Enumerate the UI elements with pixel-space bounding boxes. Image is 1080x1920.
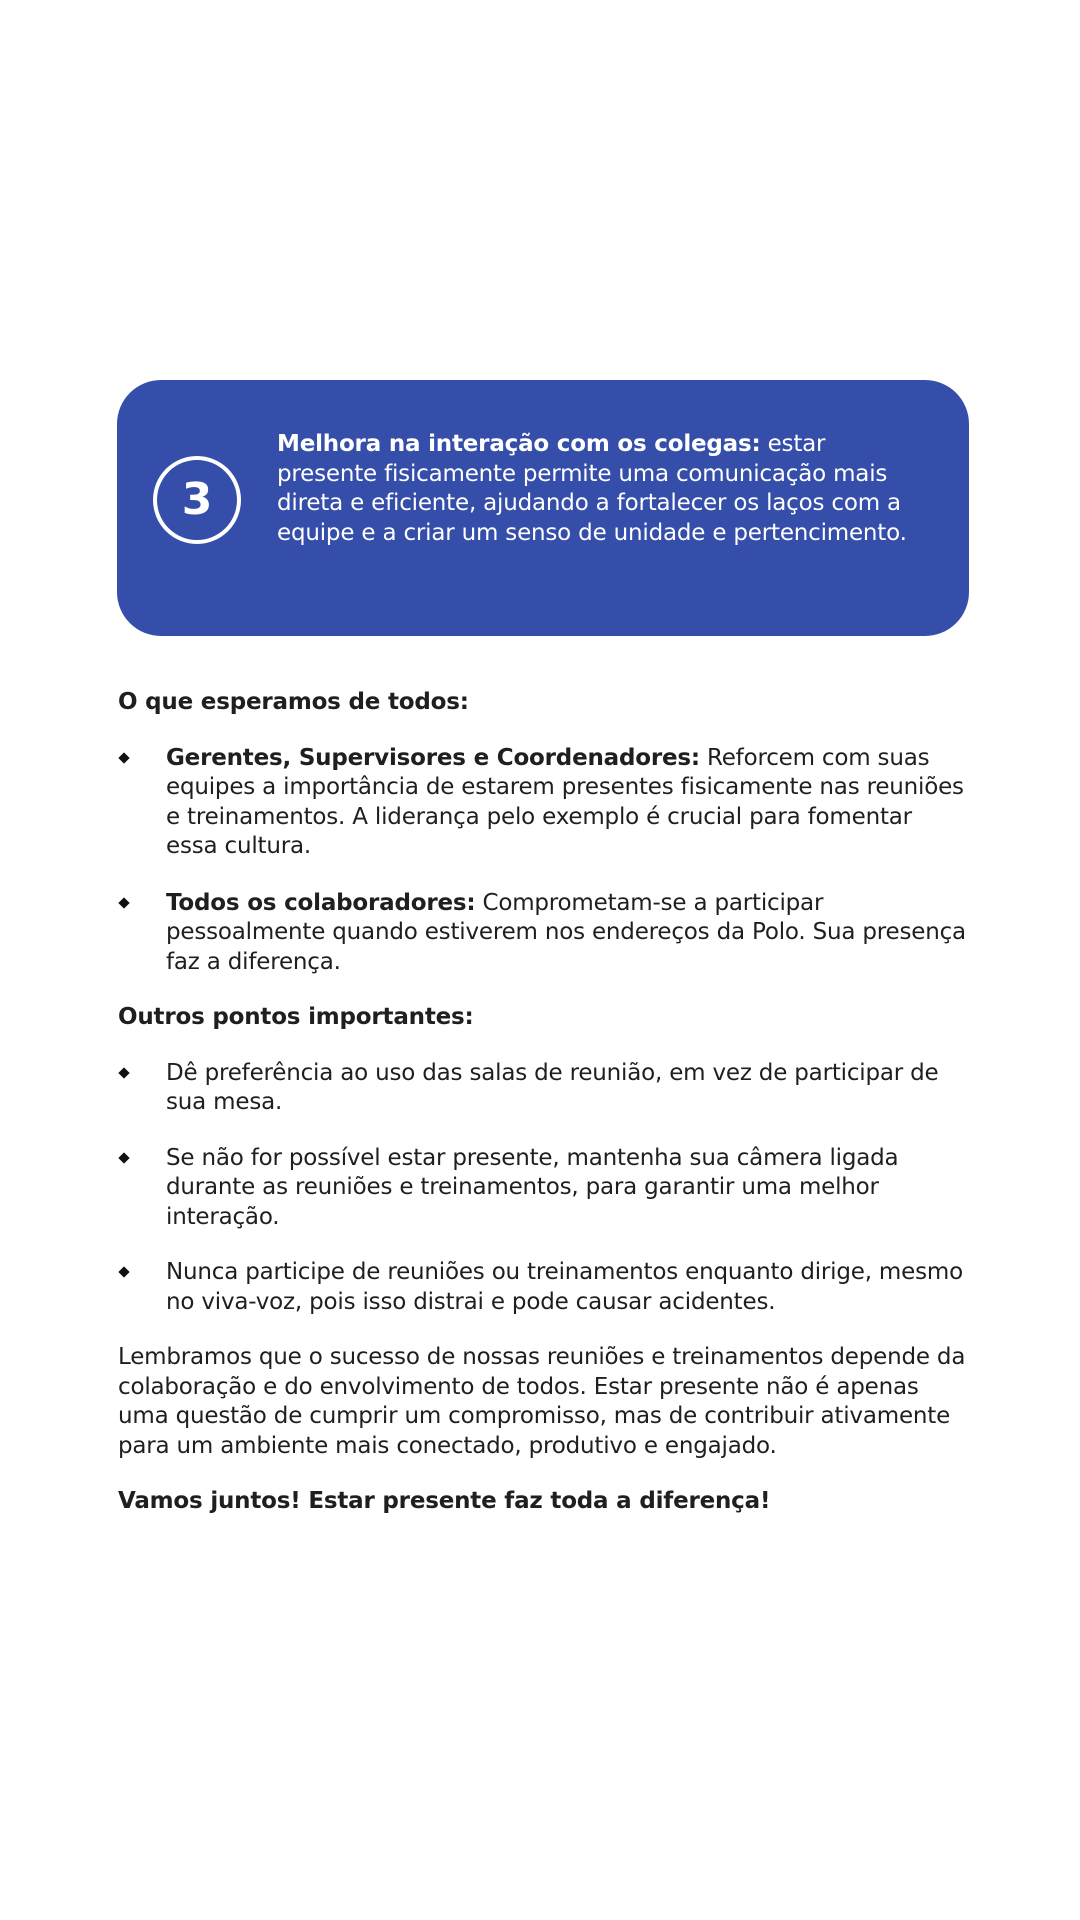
- list-item-text: Reforcem com suas equipes a importância de estarem presentes fisicamente nas reuniões e treinamentos. A liderança pelo exemplo é crucial para fomentar essa cultura.: [166, 744, 964, 859]
- other-points-list: [118, 1059, 970, 1318]
- other-points-heading: Outros pontos importantes:: [118, 1004, 474, 1030]
- bullet-diamond-icon: [118, 897, 129, 908]
- closing-statement: Vamos juntos! Estar presente faz toda a diferença!: [118, 1488, 771, 1514]
- step-number: 3: [181, 474, 213, 525]
- highlight-card-title: Melhora na interação com os colegas:: [277, 431, 761, 457]
- list-item: [118, 744, 970, 862]
- list-item-text: Comprometam-se a participar pessoalmente quando estiverem nos endereços da Polo. Sua presença faz a diferença.: [166, 889, 966, 975]
- expectations-heading: O que esperamos de todos:: [118, 689, 469, 715]
- list-item-title: Todos os colaboradores:: [166, 889, 476, 916]
- bullet-diamond-icon: [118, 1266, 129, 1277]
- list-item-text: Dê preferência ao uso das salas de reunião, em vez de participar de sua mesa.: [166, 1059, 939, 1115]
- list-item-text: Nunca participe de reuniões ou treinamentos enquanto dirige, mesmo no viva-voz, pois isso distrai e pode causar acidentes.: [166, 1259, 963, 1315]
- list-item-text: Se não for possível estar presente, mantenha sua câmera ligada durante as reuniões e treinamentos, para garantir uma melhor interação.: [166, 1144, 899, 1230]
- bullet-diamond-icon: [118, 1152, 129, 1163]
- highlight-card-body: estar presente fisicamente permite uma comunicação mais direta e eficiente, ajudando a fortalecer os laços com a equipe e a criar um senso de unidade e pertencimento.: [277, 431, 907, 546]
- list-item: [118, 889, 970, 978]
- step-number-badge: [153, 456, 241, 544]
- list-item: [118, 1144, 970, 1233]
- main-content: [118, 688, 970, 1517]
- expectations-list: [118, 744, 970, 978]
- bullet-diamond-icon: [118, 752, 129, 763]
- list-item-title: Gerentes, Supervisores e Coordenadores:: [166, 744, 700, 771]
- highlight-card: [117, 380, 969, 636]
- list-item: [118, 1258, 970, 1317]
- conclusion-paragraph: Lembramos que o sucesso de nossas reuniões e treinamentos depende da colaboração e do envolvimento de todos. Estar presente não é apenas uma questão de cumprir um compromisso, mas de contribuir ativamente para um ambiente mais conectado, produtivo e engajado.: [118, 1344, 966, 1459]
- highlight-card-text: [277, 430, 917, 548]
- list-item: [118, 1059, 970, 1118]
- bullet-diamond-icon: [118, 1067, 129, 1078]
